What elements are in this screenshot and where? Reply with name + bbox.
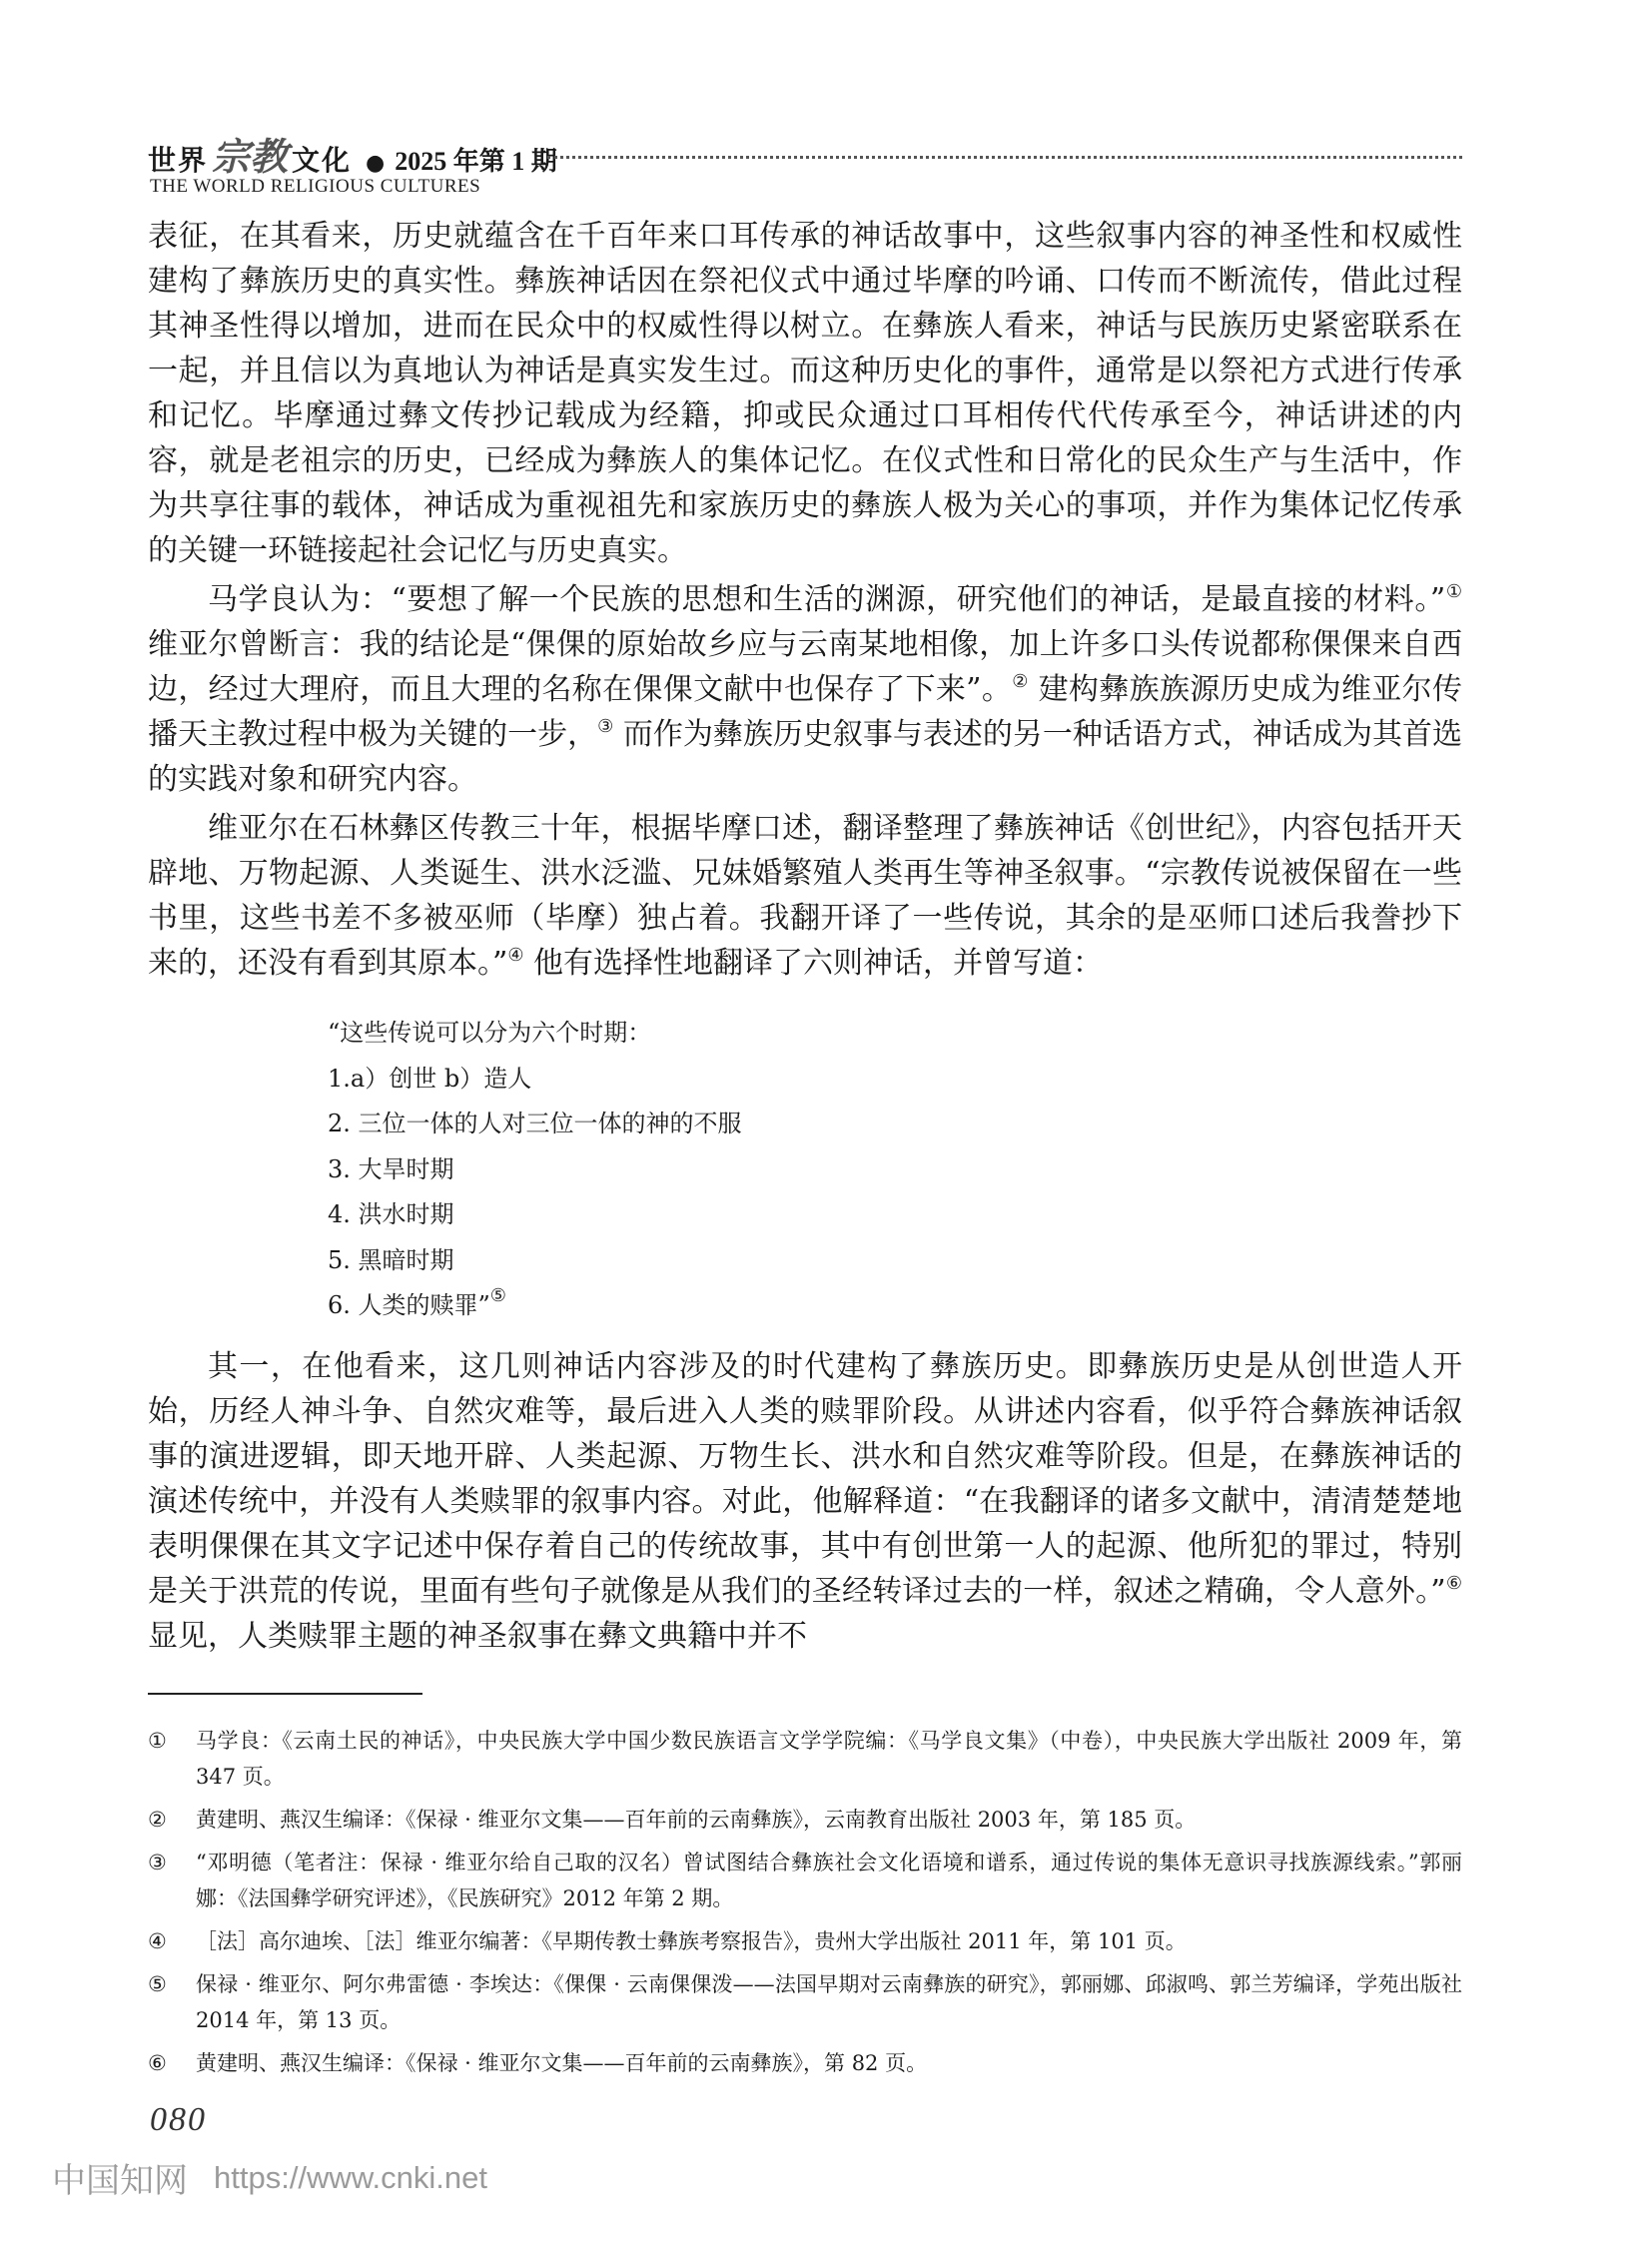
header-dotted-rule [547, 156, 1462, 159]
footnote-ref-4[interactable]: ④ [507, 945, 524, 966]
block-quote [328, 1011, 1326, 1329]
paragraph-2-text-b: 维亚尔曾断言：我的结论是“倮倮的原始故乡应与云南某地相像，加上许多口头传说都称倮倮来自西边，经过大理府，而且大理的名称在倮倮文献中也保存了下来”。 [148, 627, 1462, 707]
paragraph-2-text-d: 而作为彝族历史叙事与表述的另一种话语方式，神话成为其首选的实践对象和研究内容。 [148, 717, 1463, 797]
footnote-item [148, 1802, 1462, 1838]
journal-title-logo-text: 宗教 [212, 134, 289, 179]
footnote-number: ④ [148, 1929, 167, 1953]
quote-item: 1.a）创世 b）造人 [328, 1064, 532, 1093]
footnote-number: ⑤ [148, 1972, 167, 1996]
paragraph-3-text-a: 维亚尔在石林彝区传教三十年，根据毕摩口述，翻译整理了彝族神话《创世纪》，内容包括开天辟地、万物起源、人类诞生、洪水泛滥、兄妹婚繁殖人类再生等神圣叙事。“宗教传说被保留在一些书里，这些书差不多被巫师（毕摩）独占着。我翻开译了一些传说，其余的是巫师口述后我誊抄下来的，还没有看到其原本。” [148, 811, 1462, 981]
paragraph-1: 表征，在其看来，历史就蕴含在千百年来口耳传承的神话故事中，这些叙事内容的神圣性和权威性建构了彝族历史的真实性。彝族神话因在祭祀仪式中通过毕摩的吟诵、口传而不断流传，借此过程其神圣性得以增加，进而在民众中的权威性得以树立。在彝族人看来，神话与民族历史紧密联系在一起，并且信以为真地认为神话是真实发生过。而这种历史化的事件，通常是以祭祀方式进行传承和记忆。毕摩通过彝文传抄记载成为经籍，抑或民众通过口耳相传代代传承至今，神话讲述的内容，就是老祖宗的历史，已经成为彝族人的集体记忆。在仪式性和日常化的民众生产与生活中，作为共享往事的载体，神话成为重视祖先和家族历史的彝族人极为关心的事项，并作为集体记忆传承的关键一环链接起社会记忆与历史真实。 [148, 219, 1462, 568]
quote-item: 4. 洪水时期 [328, 1200, 454, 1228]
quote-item-last [328, 1283, 1326, 1329]
paragraph-4-text-b: 显见，人类赎罪主题的神圣叙事在彝文典籍中并不 [148, 1619, 807, 1654]
footnote-number: ② [148, 1808, 167, 1832]
journal-title-part3: 文化 [292, 144, 353, 177]
journal-title-part1: 世界 [148, 144, 209, 177]
footnote-item [148, 1845, 1462, 1916]
cnki-url[interactable]: https://www.cnki.net [214, 2159, 487, 2195]
footnote-item [148, 2045, 1462, 2081]
footnote-ref-3[interactable]: ③ [597, 716, 614, 737]
paragraph-4-text-a: 其一，在他看来，这几则神话内容涉及的时代建构了彝族历史。即彝族历史是从创世造人开始，历经人神斗争、自然灾难等，最后进入人类的赎罪阶段。从讲述内容看，似乎符合彝族神话叙事的演进逻辑，即天地开辟、人类起源、万物生长、洪水和自然灾难等阶段。但是，在彝族神话的演述传统中，并没有人类赎罪的叙事内容。对此，他解释道：“在我翻译的诸多文献中，清清楚楚地表明倮倮在其文字记述中保存着自己的传统故事，其中有创世第一人的起源、他所犯的罪过，特别是关于洪荒的传说，里面有些句子就像是从我们的圣经转译过去的一样，叙述之精确，令人意外。” [148, 1349, 1462, 1609]
footnote-separator [148, 1693, 422, 1695]
paragraph-2-text-a: 马学良认为：“要想了解一个民族的思想和生活的渊源，研究他们的神话，是最直接的材料。” [208, 582, 1446, 617]
footnote-text: 保禄 · 维亚尔、阿尔弗雷德 · 李埃达：《倮倮 · 云南倮倮泼——法国早期对云南彝族的研究》，郭丽娜、邱淑鸣、郭兰芳编译，学苑出版社 2014 年，第 13 页。 [196, 1972, 1462, 2032]
bullet-icon: ● [366, 151, 386, 176]
paragraph-3 [148, 806, 1462, 986]
quote-intro: “这些传说可以分为六个时期： [328, 1019, 652, 1047]
paragraph-4 [148, 1344, 1462, 1659]
running-header [148, 126, 1462, 196]
journal-title [148, 126, 557, 179]
journal-english-title: THE WORLD RELIGIOUS CULTURES [150, 176, 481, 197]
article-body [148, 214, 1462, 990]
footnote-number: ① [148, 1729, 167, 1753]
footnote-item [148, 1723, 1462, 1795]
footnote-ref-1[interactable]: ① [1445, 581, 1462, 602]
quote-item: 2. 三位一体的人对三位一体的神的不服 [328, 1110, 742, 1137]
footnote-item [148, 1966, 1462, 2038]
footnotes [148, 1723, 1462, 2088]
footnote-text: 马学良：《云南土民的神话》，中央民族大学中国少数民族语言文学学院编：《马学良文集》（中卷），中央民族大学出版社 2009 年，第 347 页。 [196, 1729, 1462, 1789]
issue-label: 2025 年第 1 期 [395, 147, 557, 176]
footnote-ref-5[interactable]: ⑤ [489, 1285, 506, 1306]
paragraph-2-text-c: 建构彝族族源历史成为维亚尔传播天主教过程中极为关键的一步， [148, 672, 1463, 752]
footnote-ref-6[interactable]: ⑥ [1445, 1573, 1462, 1594]
cnki-watermark [52, 2153, 487, 2202]
cnki-site-name: 中国知网 [52, 2161, 188, 2201]
quote-item: 3. 大旱时期 [328, 1154, 454, 1183]
footnote-text: ［法］高尔迪埃、［法］维亚尔编著：《早期传教士彝族考察报告》，贵州大学出版社 2011 年，第 101 页。 [196, 1929, 1187, 1953]
footnote-text: 黄建明、燕汉生编译：《保禄 · 维亚尔文集——百年前的云南彝族》，云南教育出版社 2003 年，第 185 页。 [196, 1808, 1197, 1832]
quote-item-text: 6. 人类的赎罪” [328, 1291, 490, 1319]
footnote-number: ③ [148, 1851, 167, 1874]
page-number: 080 [150, 2101, 207, 2138]
paragraph-2 [148, 577, 1462, 802]
footnote-text: “邓明德（笔者注：保禄 · 维亚尔给自己取的汉名）曾试图结合彝族社会文化语境和谱系，通过传说的集体无意识寻找族源线索。”郭丽娜：《法国彝学研究评述》，《民族研究》2012 年第 2 期。 [196, 1851, 1462, 1910]
footnote-ref-2[interactable]: ② [1012, 671, 1029, 692]
quote-item: 5. 黑暗时期 [328, 1245, 454, 1274]
footnote-number: ⑥ [148, 2051, 167, 2075]
footnote-item [148, 1923, 1462, 1959]
footnote-text: 黄建明、燕汉生编译：《保禄 · 维亚尔文集——百年前的云南彝族》，第 82 页。 [196, 2051, 928, 2075]
article-body-continued [148, 1344, 1462, 1659]
paragraph-3-text-b: 他有选择性地翻译了六则神话，并曾写道： [533, 946, 1104, 981]
